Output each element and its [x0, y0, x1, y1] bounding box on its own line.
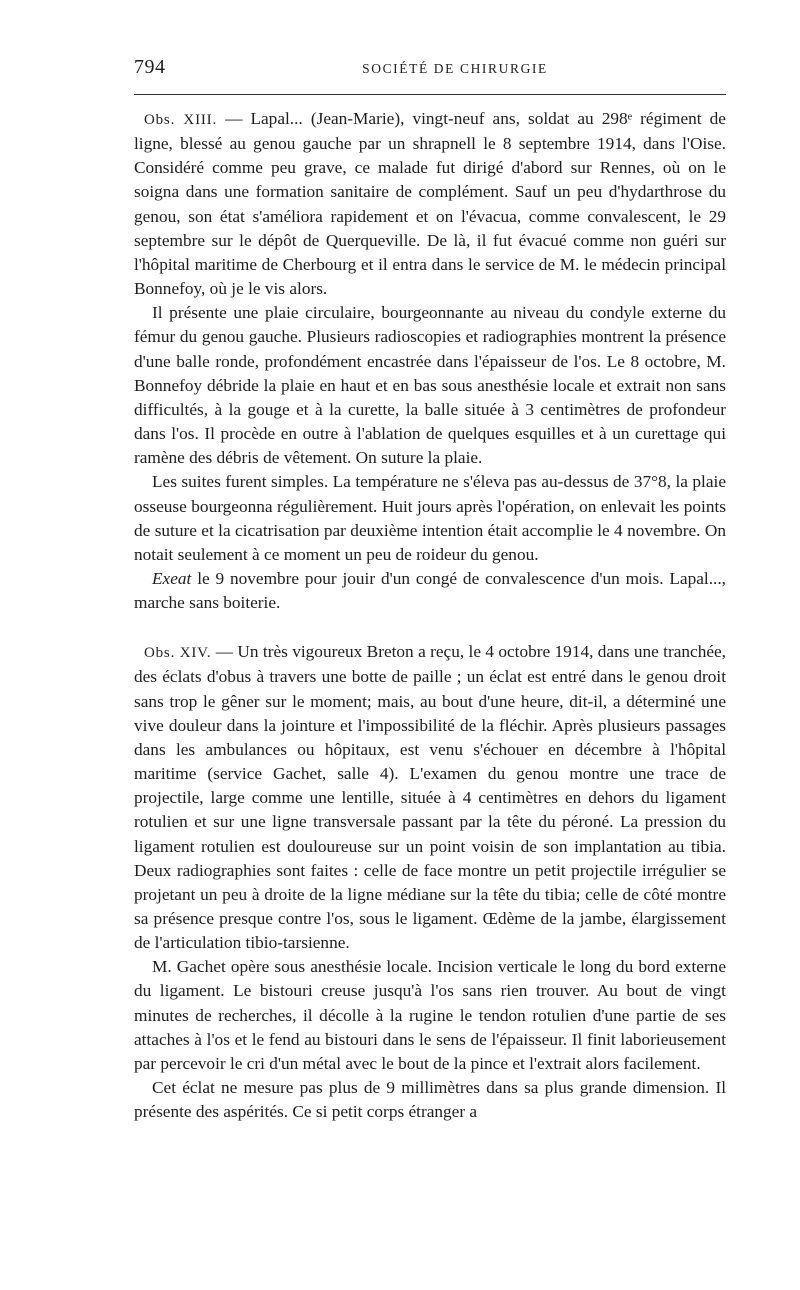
body-text — [134, 107, 726, 1124]
page-number: 794 — [134, 56, 166, 78]
obs13-paragraph-1 — [134, 107, 726, 301]
obs14-paragraph-3: Cet éclat ne mesure pas plus de 9 millimètres dans sa plus grande dimension. Il présente des aspérités. Ce si petit corps étranger a — [134, 1078, 726, 1122]
obs14-paragraph-2: M. Gachet opère sous anesthésie locale. Incision verticale le long du bord externe du ligament. Le bistouri creuse jusqu'à l'os sans rien trouver. Au bout de vingt minutes de recherches, il décolle à la rugine le tendon rotulien d'une partie de ses attaches à l'os et le fend au bistouri dans le sens de l'épaisseur. Il finit laborieusement par percevoir le cri d'un métal avec le bout de la pince et l'extrait alors facilement. — [134, 957, 726, 1073]
header-rule — [134, 94, 726, 95]
obs13-p1-text: — Lapal... (Jean-Marie), vingt-neuf ans, soldat au 298ᵉ régiment de ligne, blessé au genou gauche par un shrapnell le 8 septembre 1914, dans l'Oise. Considéré comme peu grave, ce malade fut dirigé d'abord sur Rennes, où on le soigna dans une formation sanitaire de complément. Sauf un peu d'hydarthrose du genou, son état s'améliora rapidement et on l'évacua, comme convalescent, le 29 septembre sur le dépôt de Querqueville. De là, il fut évacué comme non guéri sur l'hôpital maritime de Cherbourg et il entra dans le service de M. le médecin principal Bonnefoy, où je le vis alors. — [134, 109, 726, 299]
obs13-paragraph-3: Les suites furent simples. La température ne s'éleva pas au-dessus de 37°8, la plaie osseuse bourgeonna régulièrement. Huit jours après l'opération, on enlevait les points de suture et la cicatrisation par deuxième intention était accomplie le 4 novembre. On notait seulement à ce moment un peu de roideur du genou. — [134, 472, 726, 564]
running-title: SOCIÉTÉ DE CHIRURGIE — [362, 61, 548, 76]
obs14-label: Obs. XIV. — [144, 645, 212, 662]
obs13-paragraph-4 — [134, 567, 726, 615]
obs14-p1-text: — Un très vigoureux Breton a reçu, le 4 octobre 1914, dans une tranchée, des éclats d'obus à travers une botte de paille ; un éclat est entré dans le genou droit sans trop le gêner sur le moment; mais, au bout d'une heure, dit-il, a déterminé une vive douleur dans la jointure et l'impossibilité de la fléchir. Après plusieurs passages dans les ambulances ou hôpitaux, est venu s'échouer en décembre à l'hôpital maritime (service Gachet, salle 4). L'examen du genou montre une trace de projectile, large comme une lentille, située à 4 centimètres en dehors du ligament rotulien et sur une ligne transversale passant par la tête du péroné. La pression du ligament rotulien est douloureuse sur un point voisin de son implantation au tibia. Deux radiographies sont faites : celle de face montre un petit projectile irrégulier se projetant un peu à droite de la ligne médiane sur la tête du tibia; celle de côté montre sa présence presque contre l'os, sous le ligament. Œdème de la jambe, élargissement de l'articulation tibio-tarsienne. — [134, 642, 726, 953]
obs13-p4-text: le 9 novembre pour jouir d'un congé de convalescence d'un mois. Lapal..., marche sans boiterie. — [134, 568, 726, 613]
observation-xiii — [134, 107, 726, 615]
document-page — [134, 52, 726, 1124]
obs14-paragraph-1 — [134, 640, 726, 955]
page-header — [134, 52, 726, 86]
obs13-label: Obs. XIII. — [144, 112, 217, 128]
observation-xiv — [134, 640, 726, 1124]
section-gap — [134, 615, 726, 640]
exeat-italic: Exeat — [152, 568, 192, 588]
obs13-paragraph-2: Il présente une plaie circulaire, bourgeonnante au niveau du condyle externe du fémur du genou gauche. Plusieurs radioscopies et radiographies montrent la présence d'une balle ronde, profondément encastrée dans l'épaisseur de l'os. Le 8 octobre, M. Bonnefoy débride la plaie en haut et en bas sous anesthésie locale et extrait non sans difficultés, à la gouge et à la curette, la balle située à 3 centimètres de profondeur dans l'os. Il procède en outre à l'ablation de quelques esquilles et à un curettage qui ramène des débris de vêtement. On suture la plaie. — [134, 303, 726, 468]
